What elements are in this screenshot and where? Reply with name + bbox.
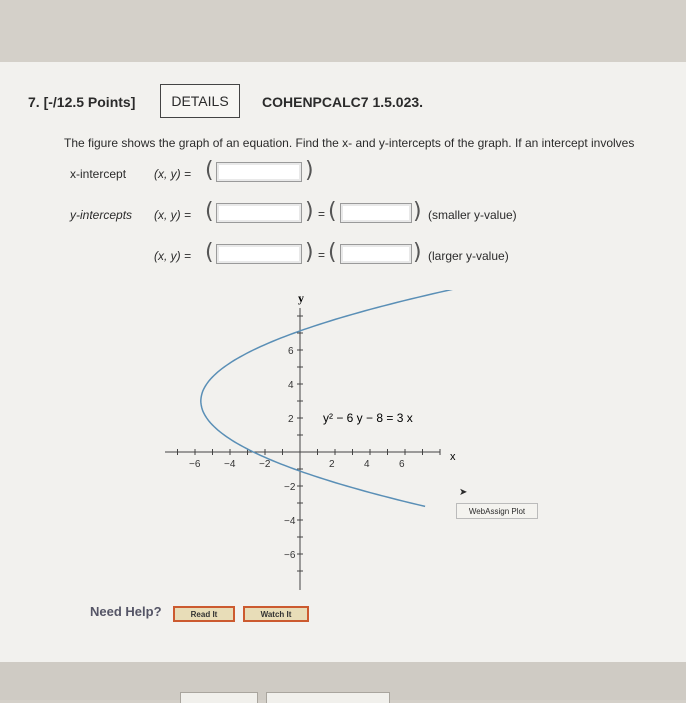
close-paren-4: ) bbox=[305, 240, 314, 265]
xy-label-3: (x, y) = bbox=[154, 249, 192, 263]
y-intercept-1-x-input[interactable] bbox=[216, 203, 302, 223]
mouse-cursor-icon: ➤ bbox=[459, 487, 468, 498]
parabola-curve bbox=[201, 290, 455, 506]
open-paren-2: ( bbox=[205, 199, 214, 224]
x-tick-label: 6 bbox=[399, 459, 405, 470]
y-tick-label: −6 bbox=[284, 550, 296, 561]
question-code: COHENPCALC7 1.5.023. bbox=[262, 94, 424, 110]
y-intercept-1-y-input[interactable] bbox=[340, 203, 412, 223]
close-paren-2: ) bbox=[305, 199, 314, 224]
x-intercept-x-input[interactable] bbox=[216, 162, 302, 182]
x-tick-label: −2 bbox=[259, 459, 271, 470]
read-it-button[interactable]: Read It bbox=[173, 606, 235, 622]
x-tick-label: −4 bbox=[224, 459, 236, 470]
xy-label-2: (x, y) = bbox=[154, 208, 192, 222]
equals-sign-2: = bbox=[318, 248, 326, 262]
equation-label: y² − 6 y − 8 = 3 x bbox=[323, 411, 413, 425]
close-paren-1: ) bbox=[305, 158, 314, 183]
question-prompt: The figure shows the graph of an equation. Find the x- and y-intercepts of the graph. If an intercept involves bbox=[64, 136, 635, 150]
larger-note: (larger y-value) bbox=[428, 249, 509, 263]
x-intercept-label: x-intercept bbox=[70, 167, 127, 181]
x-tick-label: 2 bbox=[329, 459, 335, 470]
smaller-note: (smaller y-value) bbox=[428, 208, 517, 222]
y-tick-label: 2 bbox=[288, 414, 294, 425]
y-intercepts-label: y-intercepts bbox=[70, 208, 133, 222]
y-tick-label: 6 bbox=[288, 346, 294, 357]
details-button[interactable]: DETAILS bbox=[160, 84, 240, 118]
open-paren-3: ( bbox=[328, 199, 337, 224]
equation-graph bbox=[160, 290, 460, 600]
xy-label-1: (x, y) = bbox=[154, 167, 192, 181]
close-paren-5: ) bbox=[413, 240, 422, 265]
y-tick-label: −2 bbox=[284, 482, 296, 493]
y-tick-label: 4 bbox=[288, 380, 294, 391]
equals-sign-1: = bbox=[318, 207, 326, 221]
y-tick-label: −4 bbox=[284, 516, 296, 527]
close-paren-3: ) bbox=[413, 199, 422, 224]
x-tick-label: −6 bbox=[189, 459, 201, 470]
open-paren-1: ( bbox=[205, 158, 214, 183]
x-axis-label: x bbox=[450, 451, 456, 463]
webassign-plot-button[interactable]: WebAssign Plot bbox=[456, 503, 538, 519]
need-help-label: Need Help? bbox=[90, 604, 162, 619]
x-tick-label: 4 bbox=[364, 459, 370, 470]
bottom-button-1[interactable] bbox=[180, 692, 258, 703]
y-axis-label: y bbox=[298, 291, 304, 305]
watch-it-button[interactable]: Watch It bbox=[243, 606, 309, 622]
y-intercept-2-x-input[interactable] bbox=[216, 244, 302, 264]
open-paren-5: ( bbox=[328, 240, 337, 265]
y-intercept-2-y-input[interactable] bbox=[340, 244, 412, 264]
question-number: 7. [-/12.5 Points] bbox=[28, 94, 136, 110]
bottom-button-2[interactable] bbox=[266, 692, 390, 703]
open-paren-4: ( bbox=[205, 240, 214, 265]
